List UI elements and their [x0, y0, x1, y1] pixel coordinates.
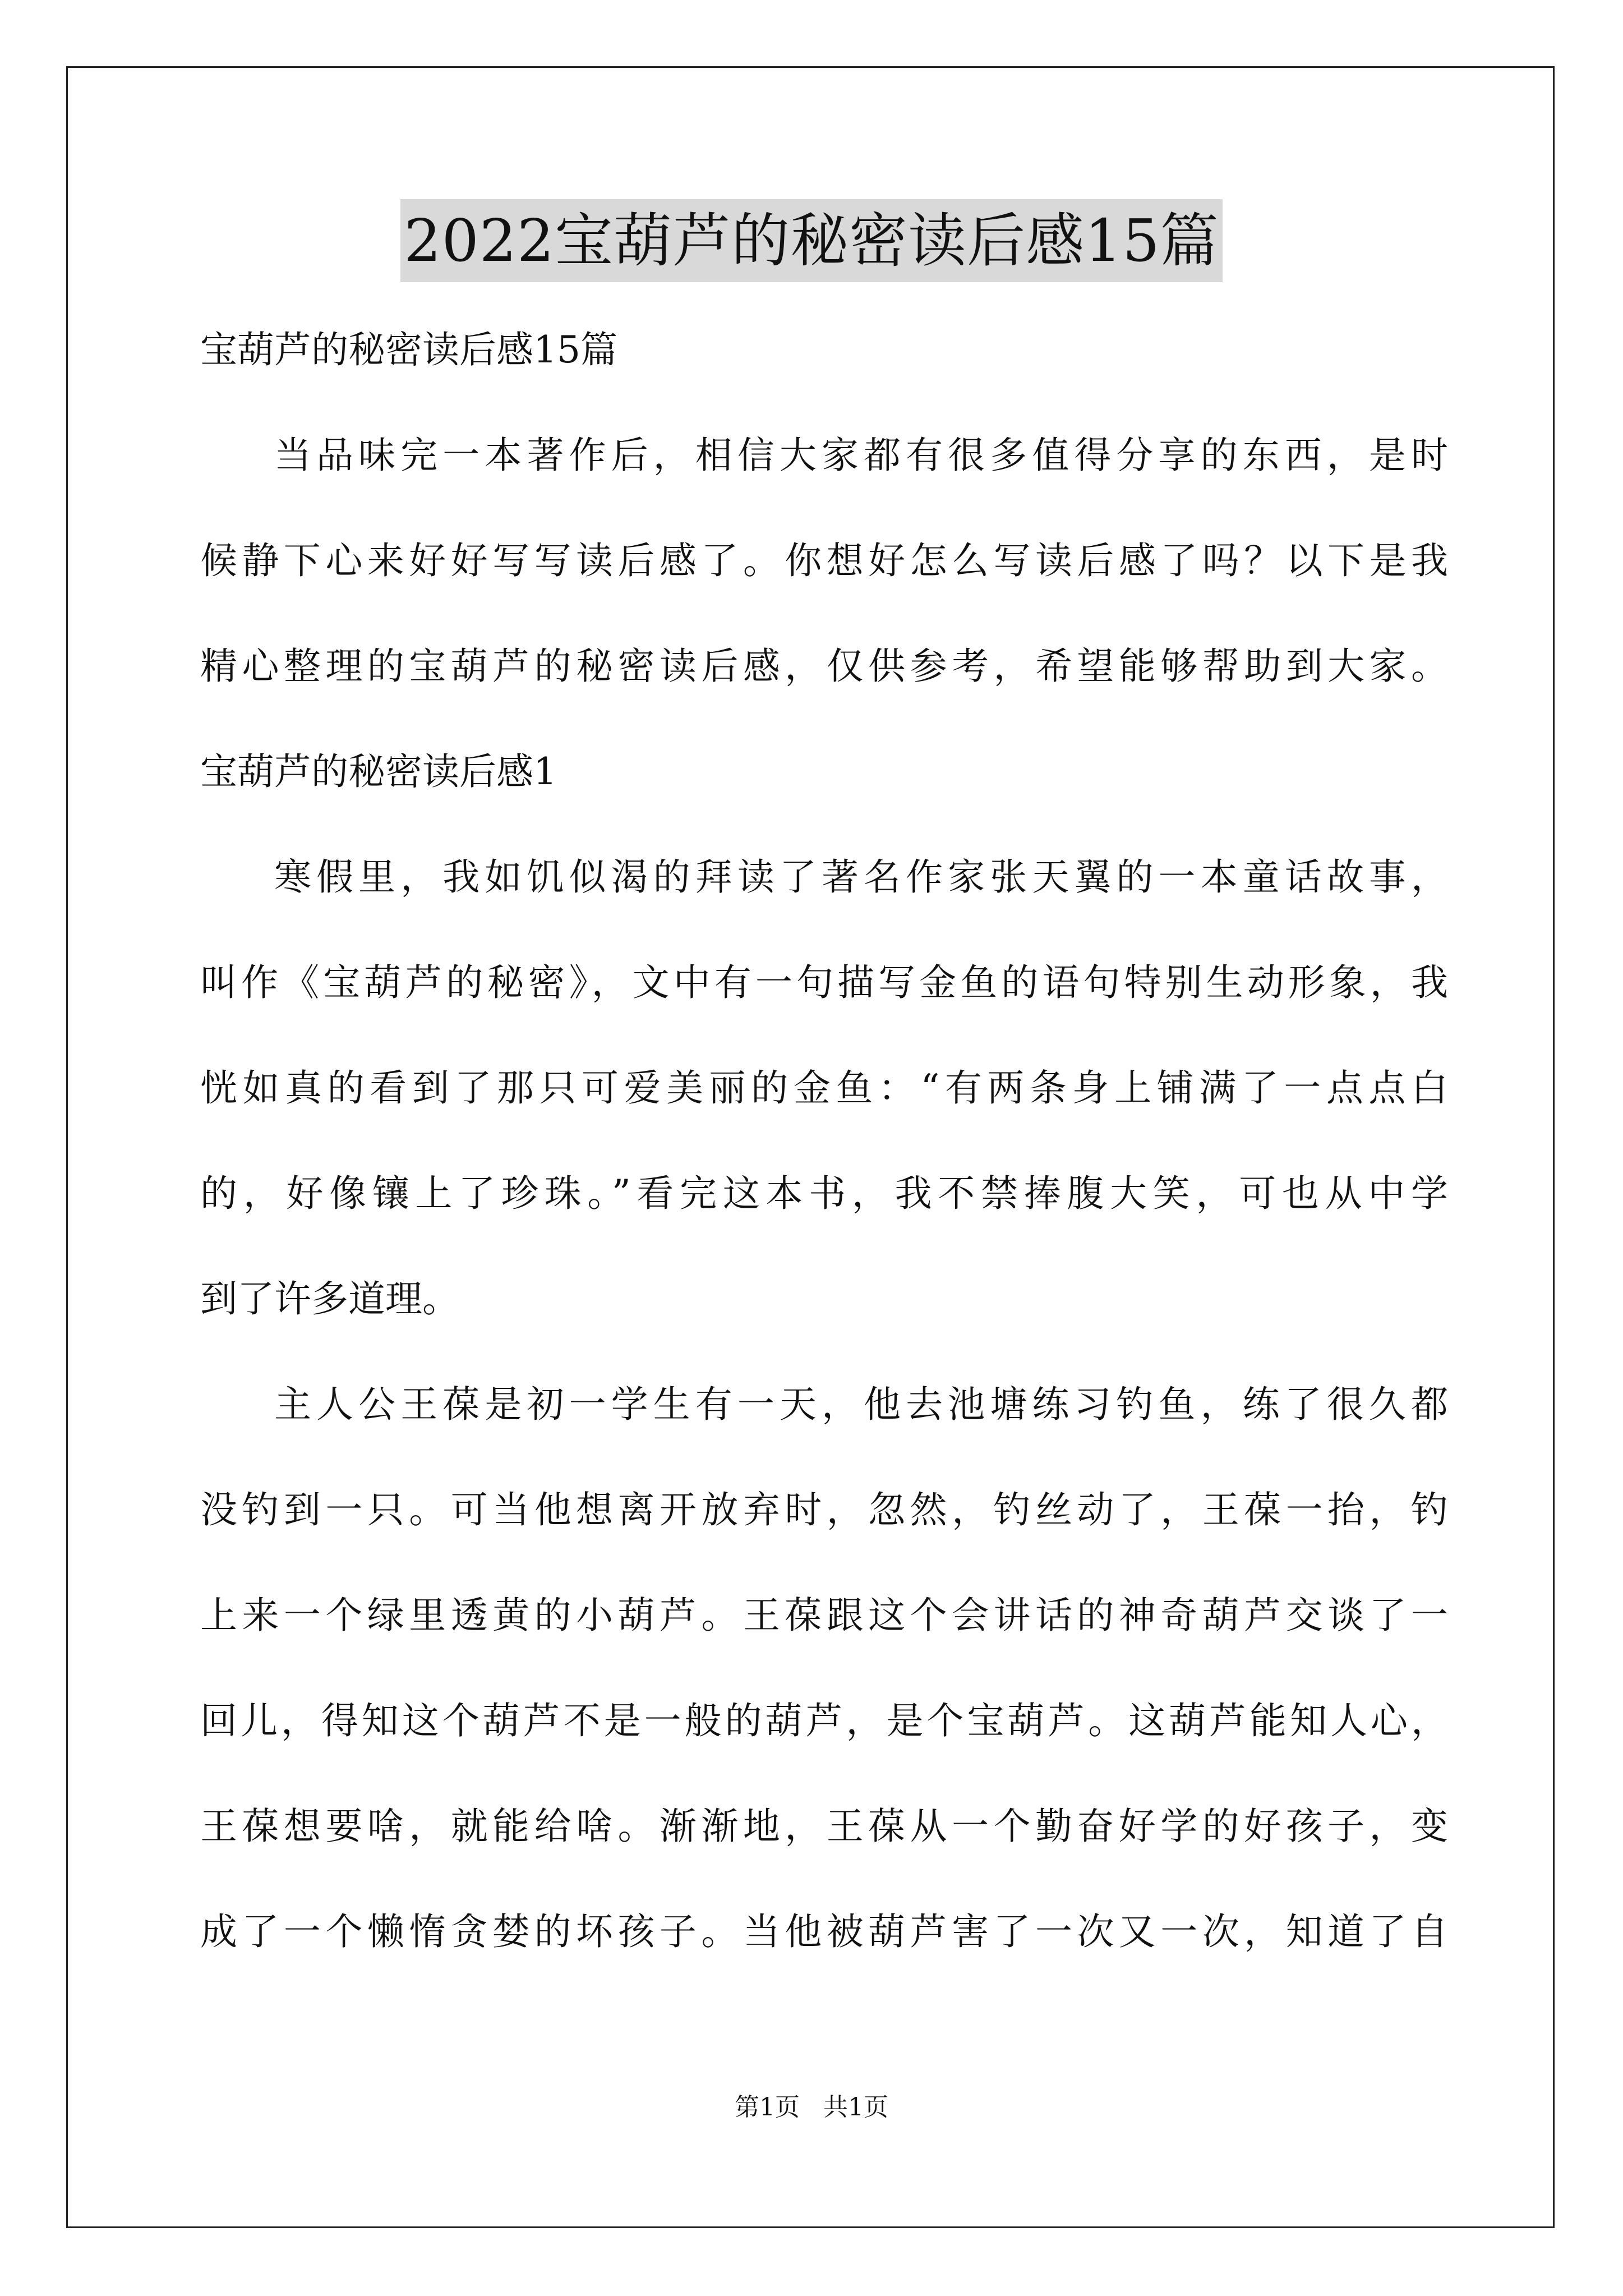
text-line: 到了许多道理。	[200, 1277, 459, 1320]
text-line: 回儿，得知这个葫芦不是一般的葫芦，是个宝葫芦。这葫芦能知人心，	[200, 1699, 1448, 1742]
text-line: 上来一个绿里透黄的小葫芦。王葆跟这个会讲话的神奇葫芦交谈了一	[200, 1594, 1448, 1637]
text-line: 精心整理的宝葫芦的秘密读后感，仅供参考，希望能够帮助到大家。	[200, 645, 1448, 688]
page-total: 共1页	[823, 2093, 888, 2122]
text-line: 当品味完一本著作后，相信大家都有很多值得分享的东西，是时	[274, 434, 1448, 477]
text-line: 主人公王葆是初一学生有一天，他去池塘练习钓鱼，练了很久都	[274, 1383, 1448, 1426]
text-line: 宝葫芦的秘密读后感1	[200, 750, 557, 793]
text-line: 寒假里，我如饥似渴的拜读了著名作家张天翼的一本童话故事，	[274, 855, 1448, 899]
title-container	[0, 199, 1623, 282]
document-title: 2022宝葫芦的秘密读后感15篇	[400, 199, 1222, 282]
text-line: 叫作《宝葫芦的秘密》，文中有一句描写金鱼的语句特别生动形象，我	[200, 961, 1448, 1004]
document-body	[200, 297, 1448, 1985]
page-number: 第1页	[735, 2093, 800, 2122]
text-line: 的，好像镶上了珍珠。”看完这本书，我不禁捧腹大笑，可也从中学	[200, 1172, 1448, 1215]
text-line: 宝葫芦的秘密读后感15篇	[200, 328, 617, 371]
text-line: 恍如真的看到了那只可爱美丽的金鱼：“有两条身上铺满了一点点白	[200, 1066, 1448, 1110]
text-line: 候静下心来好好写写读后感了。你想好怎么写读后感了吗？以下是我	[200, 539, 1448, 582]
text-line: 王葆想要啥，就能给啥。渐渐地，王葆从一个勤奋好学的好孩子，变	[200, 1805, 1448, 1848]
text-line: 没钓到一只。可当他想离开放弃时，忽然，钓丝动了，王葆一抬，钓	[200, 1488, 1448, 1531]
text-line: 成了一个懒惰贪婪的坏孩子。当他被葫芦害了一次又一次，知道了自	[200, 1910, 1448, 1953]
page-footer	[0, 2087, 1623, 2123]
